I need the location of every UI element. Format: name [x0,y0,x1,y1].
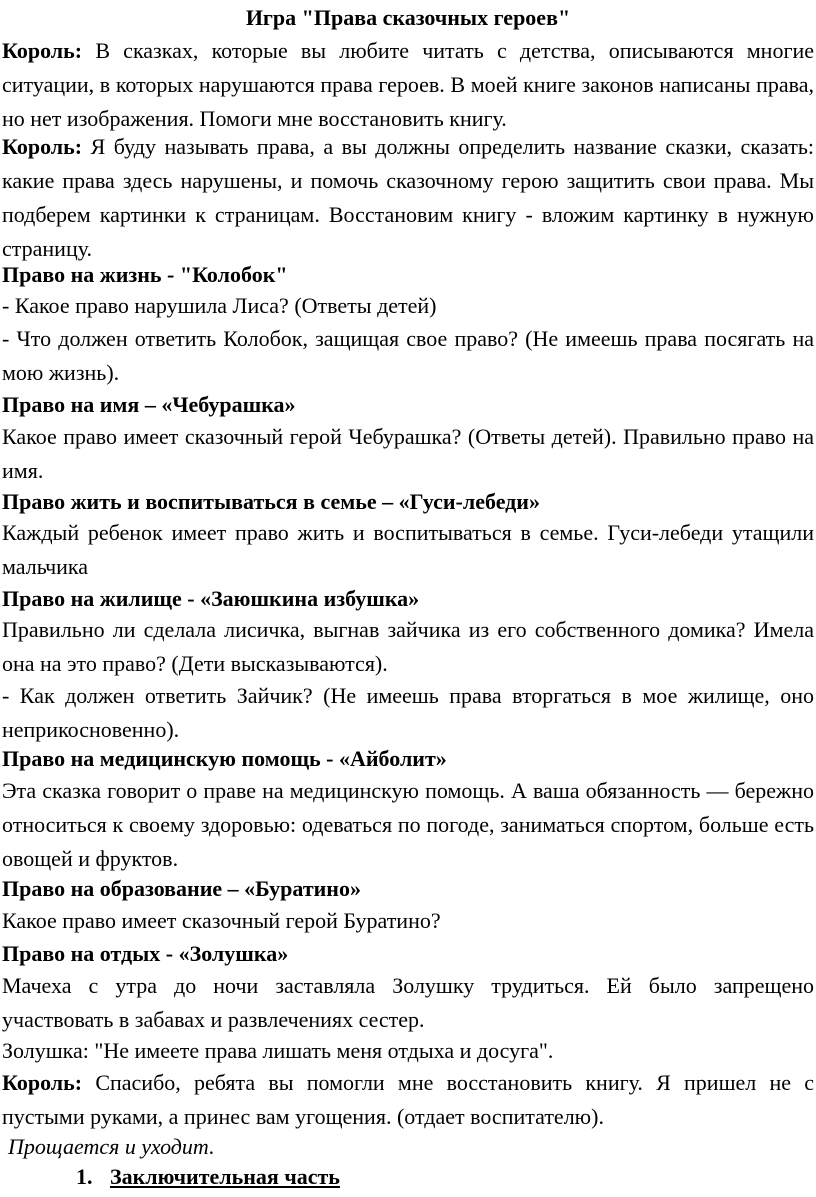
document-title: Игра "Права сказочных героев" [245,5,571,30]
paragraph-text: Я буду называть права, а вы должны определить название сказки, сказать: какие права здесь нарушены, и помочь сказочному герою защитить свои права. Мы подберем картинки к страницам. Восстановим книгу - вложим картинку в нужную страницу. [2,134,815,261]
question-line: - Какое право нарушила Лиса? (Ответы детей) [2,293,437,318]
heading-right-to-education: Право на образование – «Буратино» [2,876,361,901]
heading-right-to-medical-care: Право на медицинскую помощь - «Айболит» [2,746,447,771]
paragraph-king-closing [2,1066,814,1134]
section-title: Заключительная часть [110,1164,340,1189]
paragraph-king-instructions [2,130,814,266]
paragraph-text: Правильно ли сделала лисичка, выгнав зайчика из его собственного домика? Имела она на это право? (Дети высказываются). [2,617,814,676]
list-number: 1. [76,1164,93,1189]
paragraph-text: Какое право имеет сказочный герой Чебурашка? (Ответы детей). Правильно право на имя. [2,424,814,483]
paragraph-text: Эта сказка говорит о праве на медицинскую помощь. А ваша обязанность — бережно относиться к своему здоровью: одеваться по погоде, заниматься спортом, больше есть овощей и фруктов. [2,778,814,871]
final-section-heading [76,1160,340,1194]
heading-right-to-rest: Право на отдых - «Золушка» [2,941,289,966]
question-line: - Что должен ответить Колобок, защищая свое право? (Не имеешь права посягать на мою жизнь). [2,326,814,385]
paragraph-text: Каждый ребенок имеет право жить и воспитываться в семье. Гуси-лебеди утащили мальчика [2,520,814,579]
paragraph-text: Спасибо, ребята вы помогли мне восстановить книгу. Я пришел не с пустыми руками, а принес вам угощения. (отдает воспитателю). [2,1070,814,1129]
paragraph-text: Мачеха с утра до ночи заставляла Золушку трудиться. Ей было запрещено участвовать в забавах и развлечениях сестер. [2,973,814,1032]
heading-right-to-housing: Право на жилище - «Заюшкина избушка» [2,586,420,611]
paragraph-king-intro [2,34,814,136]
paragraph-text: В сказках, которые вы любите читать с детства, описываются многие ситуации, в которых нарушаются права героев. В моей книге законов написаны права, но нет изображения. Помоги мне восстановить книгу. [2,38,815,131]
speaker-label: Король: [2,38,83,63]
paragraph-text: Какое право имеет сказочный герой Буратино? [2,908,441,933]
question-line: - Как должен ответить Зайчик? (Не имеешь права вторгаться в мое жилище, оно неприкосновенно). [2,683,814,742]
quote-line: Золушка: "Не имеете права лишать меня отдыха и досуга". [2,1038,554,1063]
speaker-label: Король: [2,134,83,159]
heading-right-to-name: Право на имя – «Чебурашка» [2,392,296,417]
speaker-label: Король: [2,1070,83,1095]
stage-direction: Прощается и уходит. [8,1134,215,1159]
heading-right-to-family: Право жить и воспитываться в семье – «Гуси-лебеди» [2,489,540,514]
heading-right-to-life: Право на жизнь - "Колобок" [2,262,288,287]
